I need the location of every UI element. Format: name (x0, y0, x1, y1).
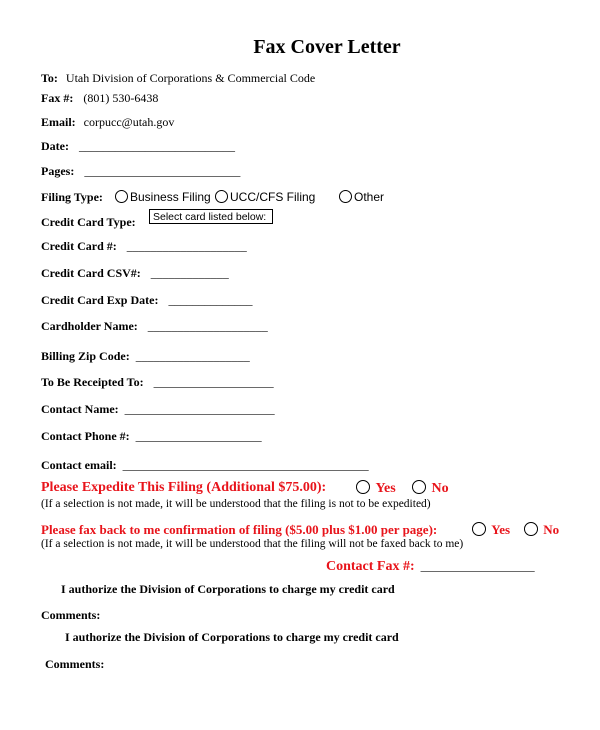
pages-label: Pages: (41, 164, 75, 178)
billing-zip-field[interactable]: ___________________ (135, 349, 250, 363)
pages-field[interactable]: __________________________ (84, 164, 241, 178)
contact-fax-label: Contact Fax #: (326, 559, 415, 574)
receipted-to-label: To Be Receipted To: (41, 375, 144, 389)
receipted-to-row[interactable] (41, 373, 274, 391)
email-row (41, 113, 174, 131)
authorization-text-1: I authorize the Division of Corporations to charge my credit card (61, 582, 395, 596)
expedite-yes-label: Yes (375, 481, 396, 496)
date-field[interactable]: __________________________ (78, 139, 235, 153)
expedite-yes-radio[interactable] (356, 480, 370, 494)
ucc-filing-label: UCC/CFS Filing (230, 190, 316, 204)
cardholder-name-field[interactable]: ____________________ (147, 319, 268, 333)
contact-phone-field[interactable]: _____________________ (135, 429, 262, 443)
contact-email-label: Contact email: (41, 458, 117, 472)
credit-card-csv-label: Credit Card CSV#: (41, 266, 141, 280)
other-filing-radio[interactable] (339, 190, 352, 203)
expedite-no-option[interactable] (412, 480, 449, 497)
credit-card-type-label: Credit Card Type: (41, 215, 136, 229)
billing-zip-row[interactable] (41, 347, 250, 365)
contact-name-field[interactable]: _________________________ (124, 402, 275, 416)
fax-label: Fax #: (41, 91, 74, 105)
credit-card-exp-field[interactable]: ______________ (168, 293, 253, 307)
credit-card-exp-label: Credit Card Exp Date: (41, 293, 159, 307)
fax-value: (801) 530-6438 (83, 91, 159, 105)
business-filing-radio[interactable] (115, 190, 128, 203)
contact-phone-label: Contact Phone #: (41, 429, 130, 443)
pages-row[interactable] (41, 162, 240, 180)
email-value: corpucc@utah.gov (83, 115, 175, 129)
fax-back-yes-option[interactable] (472, 522, 510, 538)
expedite-no-label: No (431, 481, 449, 496)
credit-card-type-row (41, 213, 136, 231)
credit-card-exp-row[interactable] (41, 291, 252, 309)
credit-card-type-select[interactable]: Select card listed below: (149, 209, 273, 224)
date-label: Date: (41, 139, 69, 153)
page-title: Fax Cover Letter (253, 36, 401, 58)
billing-zip-label: Billing Zip Code: (41, 349, 130, 363)
comments-label-1: Comments: (41, 608, 101, 622)
other-filing-label: Other (354, 190, 385, 204)
comments-label-2: Comments: (45, 657, 105, 671)
cardholder-name-row[interactable] (41, 317, 268, 335)
to-value: Utah Division of Corporations & Commercial Code (65, 71, 316, 85)
credit-card-csv-field[interactable]: _____________ (150, 266, 229, 280)
fax-back-note: (If a selection is not made, it will be understood that the filing will not be faxed back to me) (41, 538, 464, 550)
contact-name-label: Contact Name: (41, 402, 119, 416)
cardholder-name-label: Cardholder Name: (41, 319, 138, 333)
fax-row (41, 89, 158, 107)
contact-fax-row[interactable] (326, 557, 535, 575)
ucc-filing-radio[interactable] (215, 190, 228, 203)
contact-phone-row[interactable] (41, 427, 262, 445)
contact-email-row[interactable] (41, 456, 369, 474)
fax-back-yes-radio[interactable] (472, 522, 486, 536)
email-label: Email: (41, 115, 76, 129)
filing-type-ucc-option[interactable] (215, 188, 315, 206)
fax-back-no-option[interactable] (524, 522, 559, 538)
filing-type-label: Filing Type: (41, 190, 103, 204)
authorization-text-2: I authorize the Division of Corporations to charge my credit card (65, 630, 399, 644)
credit-card-number-label: Credit Card #: (41, 239, 117, 253)
credit-card-number-field[interactable]: ____________________ (126, 239, 247, 253)
expedite-yes-option[interactable] (356, 480, 396, 497)
filing-type-other-option[interactable] (339, 188, 384, 206)
credit-card-number-row[interactable] (41, 237, 247, 255)
receipted-to-field[interactable]: ____________________ (153, 375, 274, 389)
fax-back-no-radio[interactable] (524, 522, 538, 536)
expedite-note: (If a selection is not made, it will be understood that the filing is not to be expedited) (41, 498, 431, 510)
contact-name-row[interactable] (41, 400, 275, 418)
date-row[interactable] (41, 137, 235, 155)
filing-type-row (41, 188, 103, 206)
filing-type-business-option[interactable] (115, 188, 211, 206)
fax-back-label: Please fax back to me confirmation of filing ($5.00 plus $1.00 per page): (41, 522, 438, 537)
fax-back-no-label: No (543, 522, 560, 537)
contact-email-field[interactable]: _________________________________________ (122, 458, 369, 472)
fax-back-yes-label: Yes (491, 522, 511, 537)
expedite-no-radio[interactable] (412, 480, 426, 494)
expedite-label: Please Expedite This Filing (Additional $75.00): (41, 480, 327, 495)
to-label: To: (41, 71, 58, 85)
credit-card-csv-row[interactable] (41, 264, 229, 282)
to-row (41, 69, 315, 87)
business-filing-label: Business Filing (130, 190, 211, 204)
contact-fax-field[interactable]: ___________________ (420, 559, 535, 573)
